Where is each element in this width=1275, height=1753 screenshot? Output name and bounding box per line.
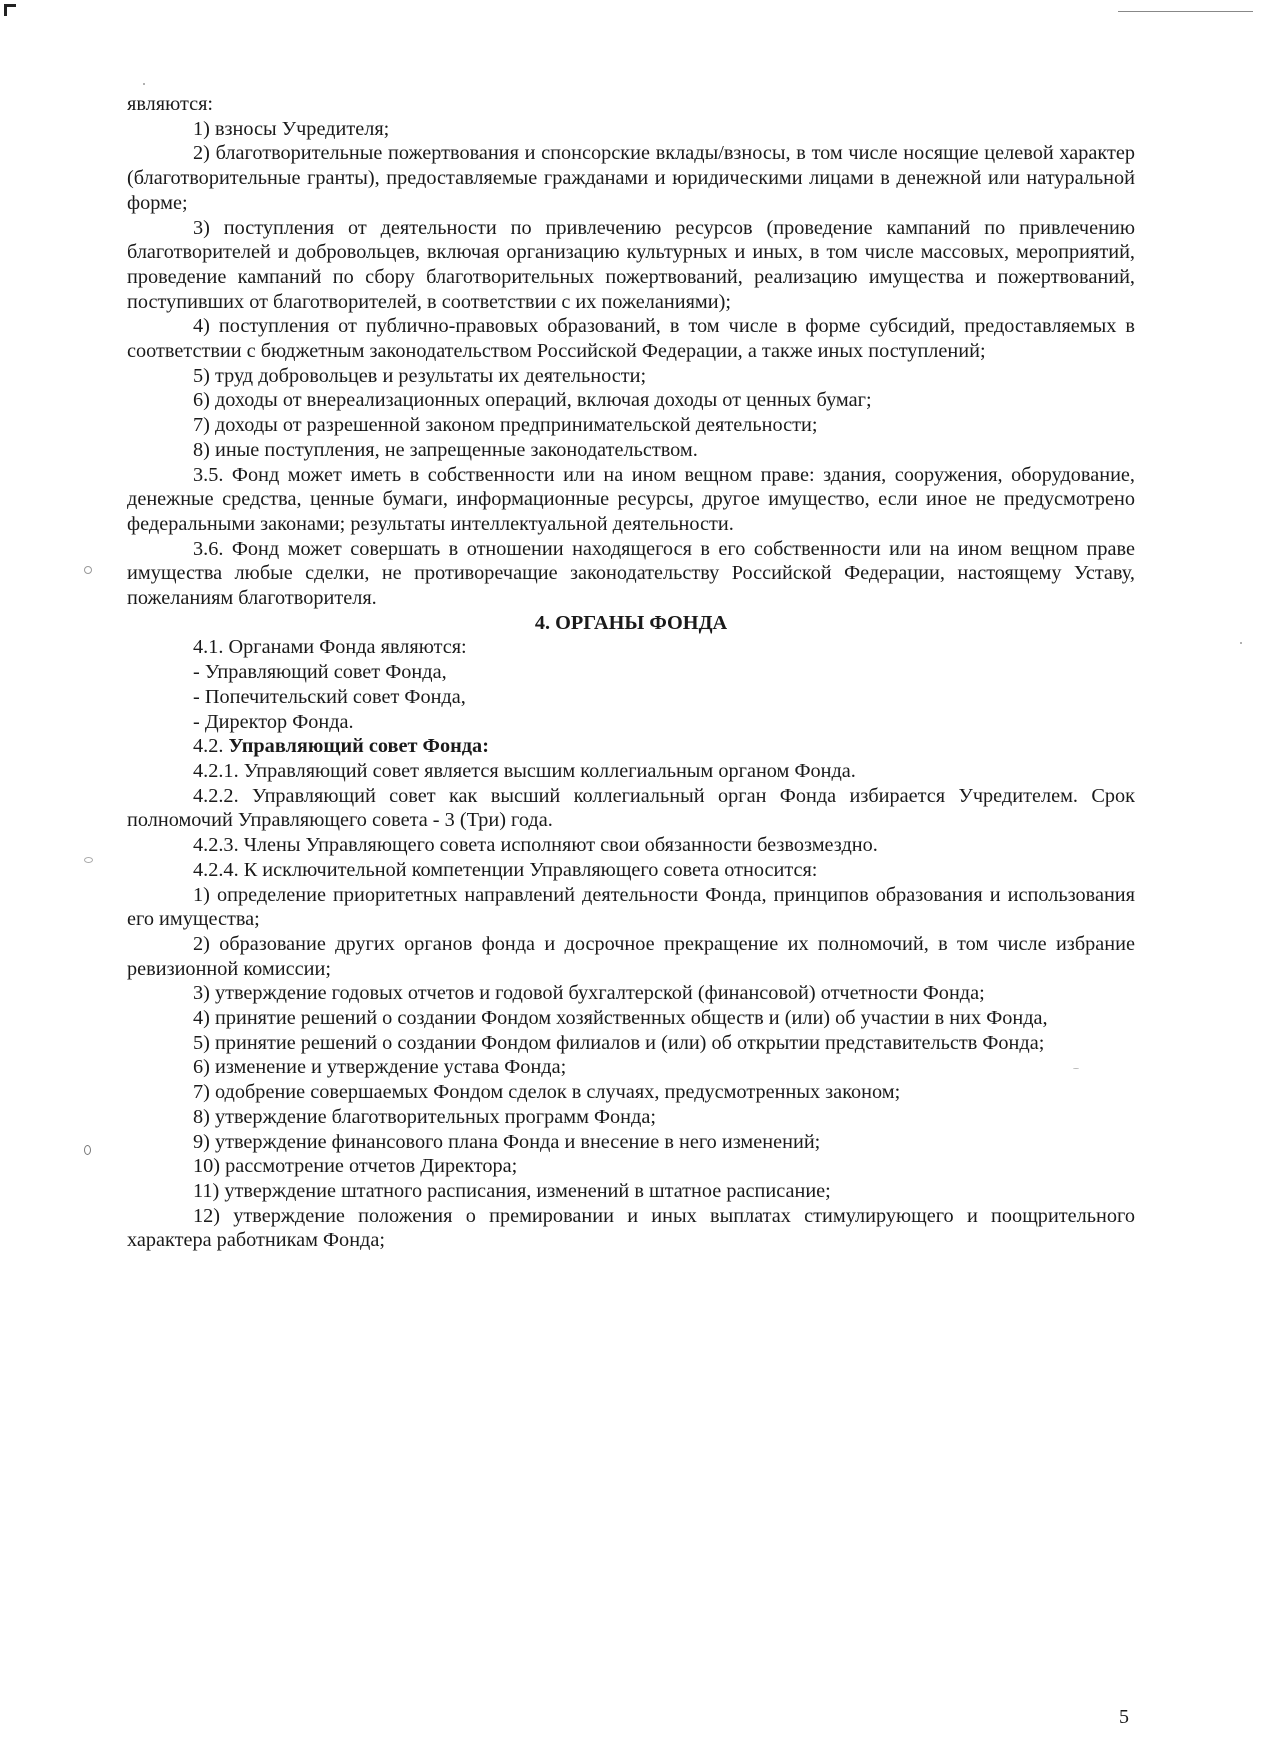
paragraph: 4.1. Органами Фонда являются: <box>193 636 467 659</box>
paragraph: являются: <box>127 93 214 115</box>
list-item: 11) утверждение штатного расписания, изменений в штатное расписание; <box>193 1179 831 1202</box>
paragraph: 3.5. Фонд может иметь в собственности или на ином вещном праве: здания, сооружения, оборудование, денежные средства, ценные бумаги, информационные ресурсы, другое имущество, если иное не предусмотрено федеральными законами; результаты интеллектуальной деятельности. <box>127 463 1135 535</box>
list-item: 4) поступления от публично-правовых образований, в том числе в форме субсидий, предоставляемых в соответствии с бюджетным законодательством Российской Федерации, а также иных поступлений; <box>127 315 1135 363</box>
subsection-title-text: Управляющий совет Фонда: <box>228 735 489 758</box>
list-item: 2) благотворительные пожертвования и спонсорские вклады/взносы, в том числе носящие целевой характер (благотворительные гранты), предоставляемые гражданами и юридическими лицами в денежной или натуральной форме; <box>127 142 1135 214</box>
list-item: - Управляющий совет Фонда, <box>193 661 447 684</box>
scan-speck <box>1240 642 1242 644</box>
paragraph: 4.2.1. Управляющий совет является высшим коллегиальным органом Фонда. <box>193 759 856 782</box>
section-heading: 4. ОРГАНЫ ФОНДА <box>534 611 728 634</box>
list-item: 8) утверждение благотворительных программ Фонда; <box>193 1105 656 1128</box>
list-item: 5) труд добровольцев и результаты их деятельности; <box>193 364 647 387</box>
list-item: 7) одобрение совершаемых Фондом сделок в случаях, предусмотренных законом; <box>193 1081 901 1104</box>
list-item: 3) утверждение годовых отчетов и годовой бухгалтерской (финансовой) отчетности Фонда; <box>193 982 985 1005</box>
list-item: 8) иные поступления, не запрещенные законодательством. <box>193 438 698 461</box>
list-item: 12) утверждение положения о премировании и иных выплатах стимулирующего и поощрительного характера работникам Фонда; <box>127 1204 1135 1252</box>
list-item: 7) доходы от разрешенной законом предпринимательской деятельности; <box>193 414 818 437</box>
scan-speck <box>143 83 145 85</box>
punch-hole-mark <box>84 857 93 863</box>
list-item: 1) определение приоритетных направлений деятельности Фонда, принципов образования и использования его имущества; <box>127 883 1135 931</box>
document-body <box>127 92 1135 1253</box>
page-number: 5 <box>1119 1706 1129 1728</box>
list-item: 6) доходы от внереализационных операций, включая доходы от ценных бумаг; <box>193 389 872 412</box>
paragraph: 4.2.3. Члены Управляющего совета исполняют свои обязанности безвозмездно. <box>193 834 878 857</box>
list-item: 2) образование других органов фонда и досрочное прекращение их полномочий, в том числе избрание ревизионной комиссии; <box>127 932 1135 980</box>
punch-hole-mark <box>84 566 92 574</box>
list-item: 5) принятие решений о создании Фондом филиалов и (или) об открытии представительств Фонда; <box>193 1031 1045 1054</box>
list-item: 1) взносы Учредителя; <box>193 117 390 140</box>
list-item: - Попечительский совет Фонда, <box>193 685 466 708</box>
paragraph: 3.6. Фонд может совершать в отношении находящегося в его собственности или на ином вещном праве имущества любые сделки, не противоречащие законодательству Российской Федерации, настоящему Уставу, пожеланиям благотворителя. <box>127 537 1135 610</box>
subsection-number: 4.2. <box>193 735 224 758</box>
scan-edge-line <box>1118 11 1253 12</box>
paragraph: 4.2.2. Управляющий совет как высший коллегиальный орган Фонда избирается Учредителем. Срок полномочий Управляющего совета - 3 (Три) года. <box>127 784 1135 832</box>
scan-corner-mark <box>4 4 16 16</box>
list-item: 3) поступления от деятельности по привлечению ресурсов (проведение кампаний по привлечению благотворителей и добровольцев, включая организацию культурных и иных, в том числе массовых, мероприятий, проведение кампаний по сбору благотворительных пожертвований, реализацию имущества и пожертвований, поступивших от благотворителей, в соответствии с их пожеланиями); <box>127 216 1135 313</box>
list-item: 6) изменение и утверждение устава Фонда; <box>193 1056 567 1079</box>
list-item: 10) рассмотрение отчетов Директора; <box>193 1155 518 1178</box>
subsection-title <box>127 734 1135 759</box>
punch-hole-mark <box>84 1145 91 1155</box>
paragraph: 4.2.4. К исключительной компетенции Управляющего совета относится: <box>193 858 818 881</box>
list-item: 4) принятие решений о создании Фондом хозяйственных обществ и (или) об участии в них Фонда, <box>193 1007 1048 1030</box>
list-item: - Директор Фонда. <box>193 710 354 733</box>
list-item: 9) утверждение финансового плана Фонда и внесение в него изменений; <box>193 1130 821 1153</box>
